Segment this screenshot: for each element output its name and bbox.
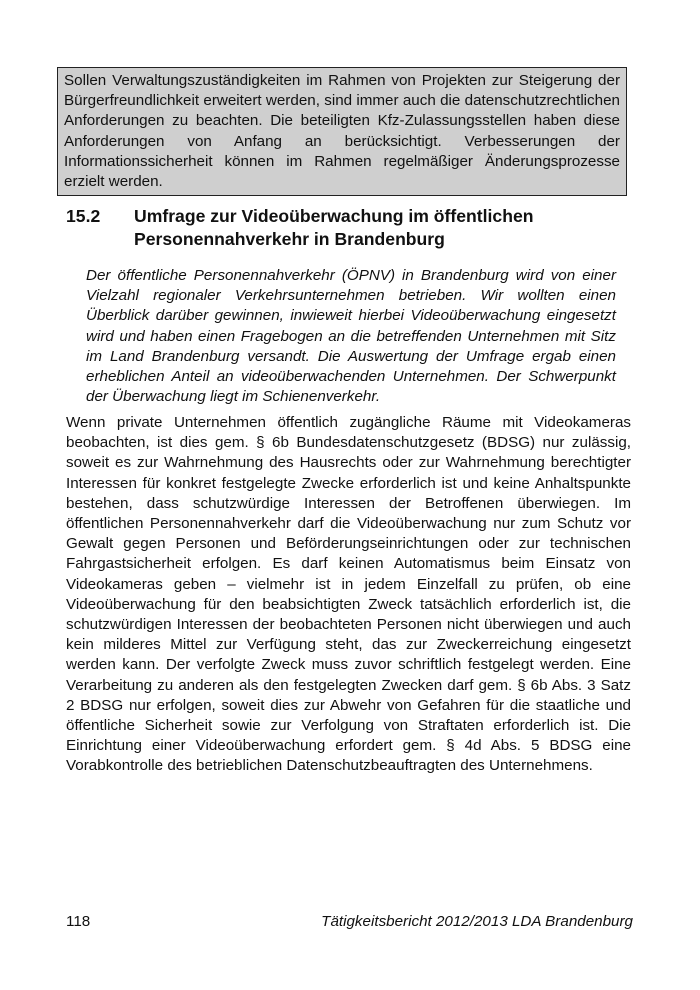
highlight-box-text: Sollen Verwaltungszuständigkeiten im Rahmen von Projekten zur Steigerung der Bürgerfreundlichkeit erweitert werden, sind immer auch die datenschutzrechtlichen Anforderungen zu beachten. Die beteiligten Kfz-Zulassungsstellen haben diese Anforderungen von Anfang an berücksichtigt. Verbesserungen der Informationssicherheit können im Rahmen regelmäßiger Änderungsprozesse erzielt werden. <box>64 72 620 191</box>
section-title: Umfrage zur Videoüberwachung im öffentlichen Personennahverkehr in Brandenburg <box>134 206 534 249</box>
body-paragraph: Wenn private Unternehmen öffentlich zugängliche Räume mit Videokameras beobachten, ist dies gem. § 6b Bundesdatenschutzgesetz (BDSG) nur zulässig, soweit es zur Wahrnehmung des Hausrechts oder zur Wahrnehmung berechtigter Interessen für konkret festgelegte Zwecke erforderlich ist und keine Anhaltspunkte bestehen, dass schutzwürdige Interessen der Betroffenen überwiegen. Im öffentlichen Personennahverkehr darf die Videoüberwachung nur zum Schutz vor Gewalt gegen Personen und Beförderungseinrichtungen oder zur technischen Fahrgastsicherheit erfolgen. Es darf keinen Automatismus beim Einsatz von Videokameras geben – vielmehr ist in jedem Einzelfall zu prüfen, ob eine Videoüberwachung für den beabsichtigten Zweck tatsächlich erforderlich ist, die schutzwürdigen Interessen der beobachteten Personen nicht überwiegen und auch kein milderes Mittel zur Verfügung steht, das zur Zweckerreichung eingesetzt werden kann. Der verfolgte Zweck muss zuvor schriftlich festgelegt werden. Eine Verarbeitung zu anderen als den festgelegten Zwecken darf gem. § 6b Abs. 3 Satz 2 BDSG nur erfolgen, soweit dies zur Abwehr von Gefahren für die staatliche und öffentliche Sicherheit sowie zur Verfolgung von Straftaten erforderlich ist. Die Einrichtung einer Videoüberwachung erfordert gem. § 4d Abs. 5 BDSG eine Vorabkontrolle des betrieblichen Datenschutzbeauftragten des Unternehmens. <box>66 414 631 775</box>
section-abstract: Der öffentliche Personennahverkehr (ÖPNV) in Brandenburg wird von einer Vielzahl regionaler Verkehrsunternehmen betrieben. Wir wollten einen Überblick darüber gewinnen, inwieweit hierbei Videoüberwachung eingesetzt wird und haben einen Fragebogen an die betreffenden Unternehmen mit Sitz im Land Brandenburg versandt. Die Auswertung der Umfrage ergab einen erheblichen Anteil an videoüberwachenden Unternehmen. Der Schwerpunkt der Überwachung liegt im Schienenverkehr. <box>86 267 616 406</box>
highlight-box <box>57 67 627 196</box>
page-number: 118 <box>66 913 91 930</box>
section-number: 15.2 <box>66 206 101 226</box>
publication-title: Tätigkeitsbericht 2012/2013 LDA Brandenburg <box>321 913 633 930</box>
